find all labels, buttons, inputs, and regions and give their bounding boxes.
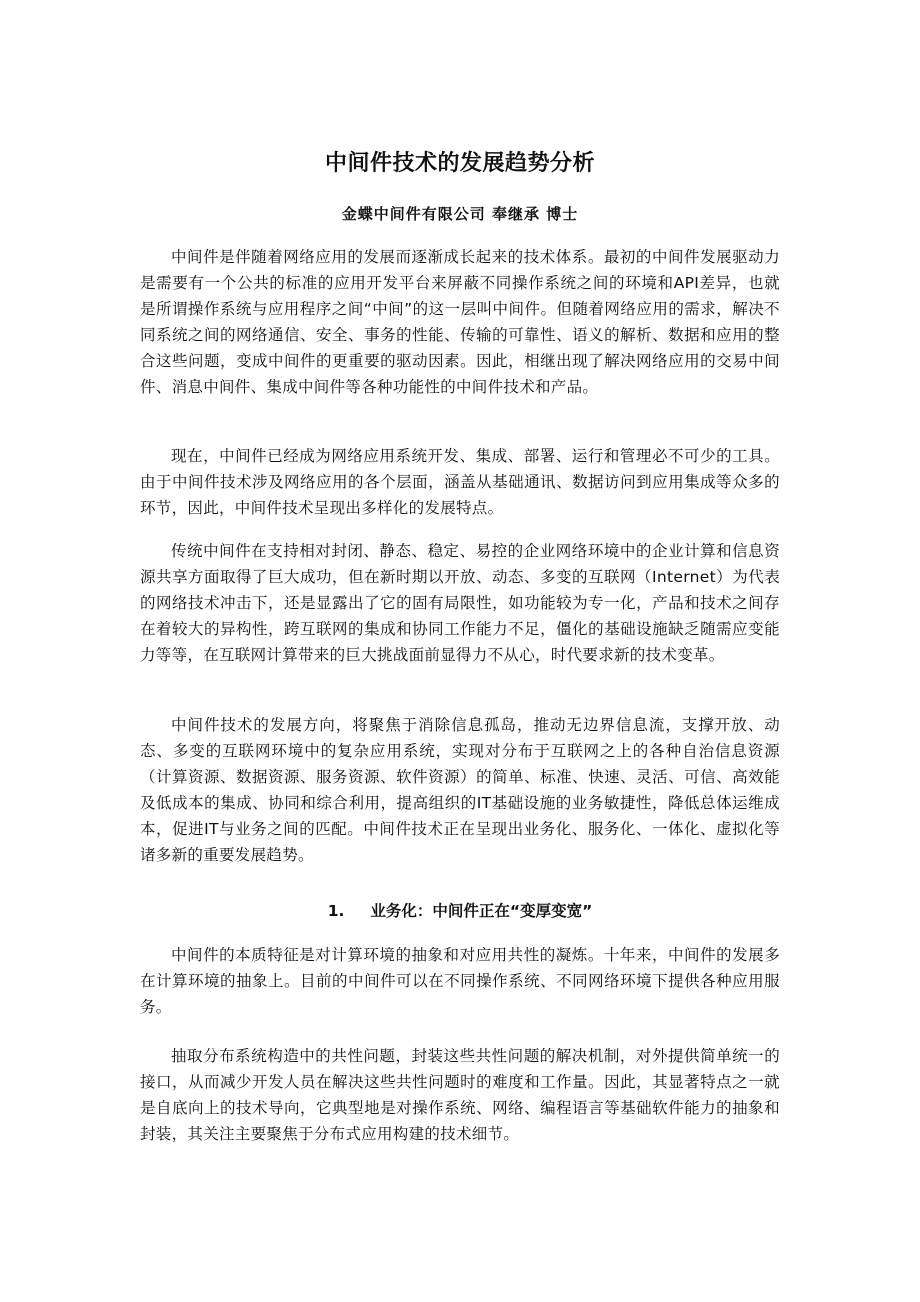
paragraph-section-1-abstraction: 抽取分布系统构造中的共性问题，封装这些共性问题的解决机制，对外提供简单统一的接口，从而减少开发人员在解决这些共性问题时的难度和工作量。因此，其显著特点之一就是自底向上的技术导向，它典型地是对操作系统、网络、编程语言等基础软件能力的抽象和封装，其关注主要聚焦于分布式应用构建的技术细节。 [140,1047,780,1143]
paragraph-section-1-essence: 中间件的本质特征是对计算环境的抽象和对应用共性的凝炼。十年来，中间件的发展多在计算环境的抽象上。目前的中间件可以在不同操作系统、不同网络环境下提供各种应用服务。 [140,946,780,1016]
paragraph-development-direction: 中间件技术的发展方向，将聚焦于消除信息孤岛，推动无边界信息流，支撑开放、动态、多变的互联网环境中的复杂应用系统，实现对分布于互联网之上的各种自治信息资源（计算资源、数据资源、服务资源、软件资源）的简单、标准、快速、灵活、可信、高效能及低成本的集成、协同和综合利用，提高组织的IT基础设施的业务敏捷性，降低总体运维成本，促进IT与业务之间的匹配。中间件技术正在呈现出业务化、服务化、一体化、虚拟化等诸多新的重要发展趋势。 [140,716,780,864]
paragraph-current-state: 现在，中间件已经成为网络应用系统开发、集成、部署、运行和管理必不可少的工具。由于中间件技术涉及网络应用的各个层面，涵盖从基础通讯、数据访问到应用集成等众多的环节，因此，中间件技术呈现出多样化的发展特点。 [140,447,780,517]
author-line: 金蝶中间件有限公司 奉继承 博士 [341,205,579,223]
paragraph-traditional-limits: 传统中间件在支持相对封闭、静态、稳定、易控的企业网络环境中的企业计算和信息资源共享方面取得了巨大成功，但在新时期以开放、动态、多变的互联网（Internet）为代表的网络技术冲击下，还是显露出了它的固有局限性，如功能较为专一化，产品和技术之间存在着较大的异构性，跨互联网的集成和协同工作能力不足，僵化的基础设施缺乏随需应变能力等等，在互联网计算带来的巨大挑战面前显得力不从心，时代要求新的技术变革。 [140,542,780,664]
section-number: 1. [327,902,345,920]
section-title: 业务化：中间件正在“变厚变宽” [370,902,593,920]
page-title: 中间件技术的发展趋势分析 [324,151,595,176]
paragraph-intro: 中间件是伴随着网络应用的发展而逐渐成长起来的技术体系。最初的中间件发展驱动力是需要有一个公共的标准的应用开发平台来屏蔽不同操作系统之间的环境和API差异，也就是所谓操作系统与应用程序之间“中间”的这一层叫中间件。但随着网络应用的需求，解决不同系统之间的网络通信、安全、事务的性能、传输的可靠性、语义的解析、数据和应用的整合这些问题，变成中间件的更重要的驱动因素。因此，相继出现了解决网络应用的交易中间件、消息中间件、集成中间件等各种功能性的中间件技术和产品。 [140,248,780,396]
section-heading [0,899,920,921]
